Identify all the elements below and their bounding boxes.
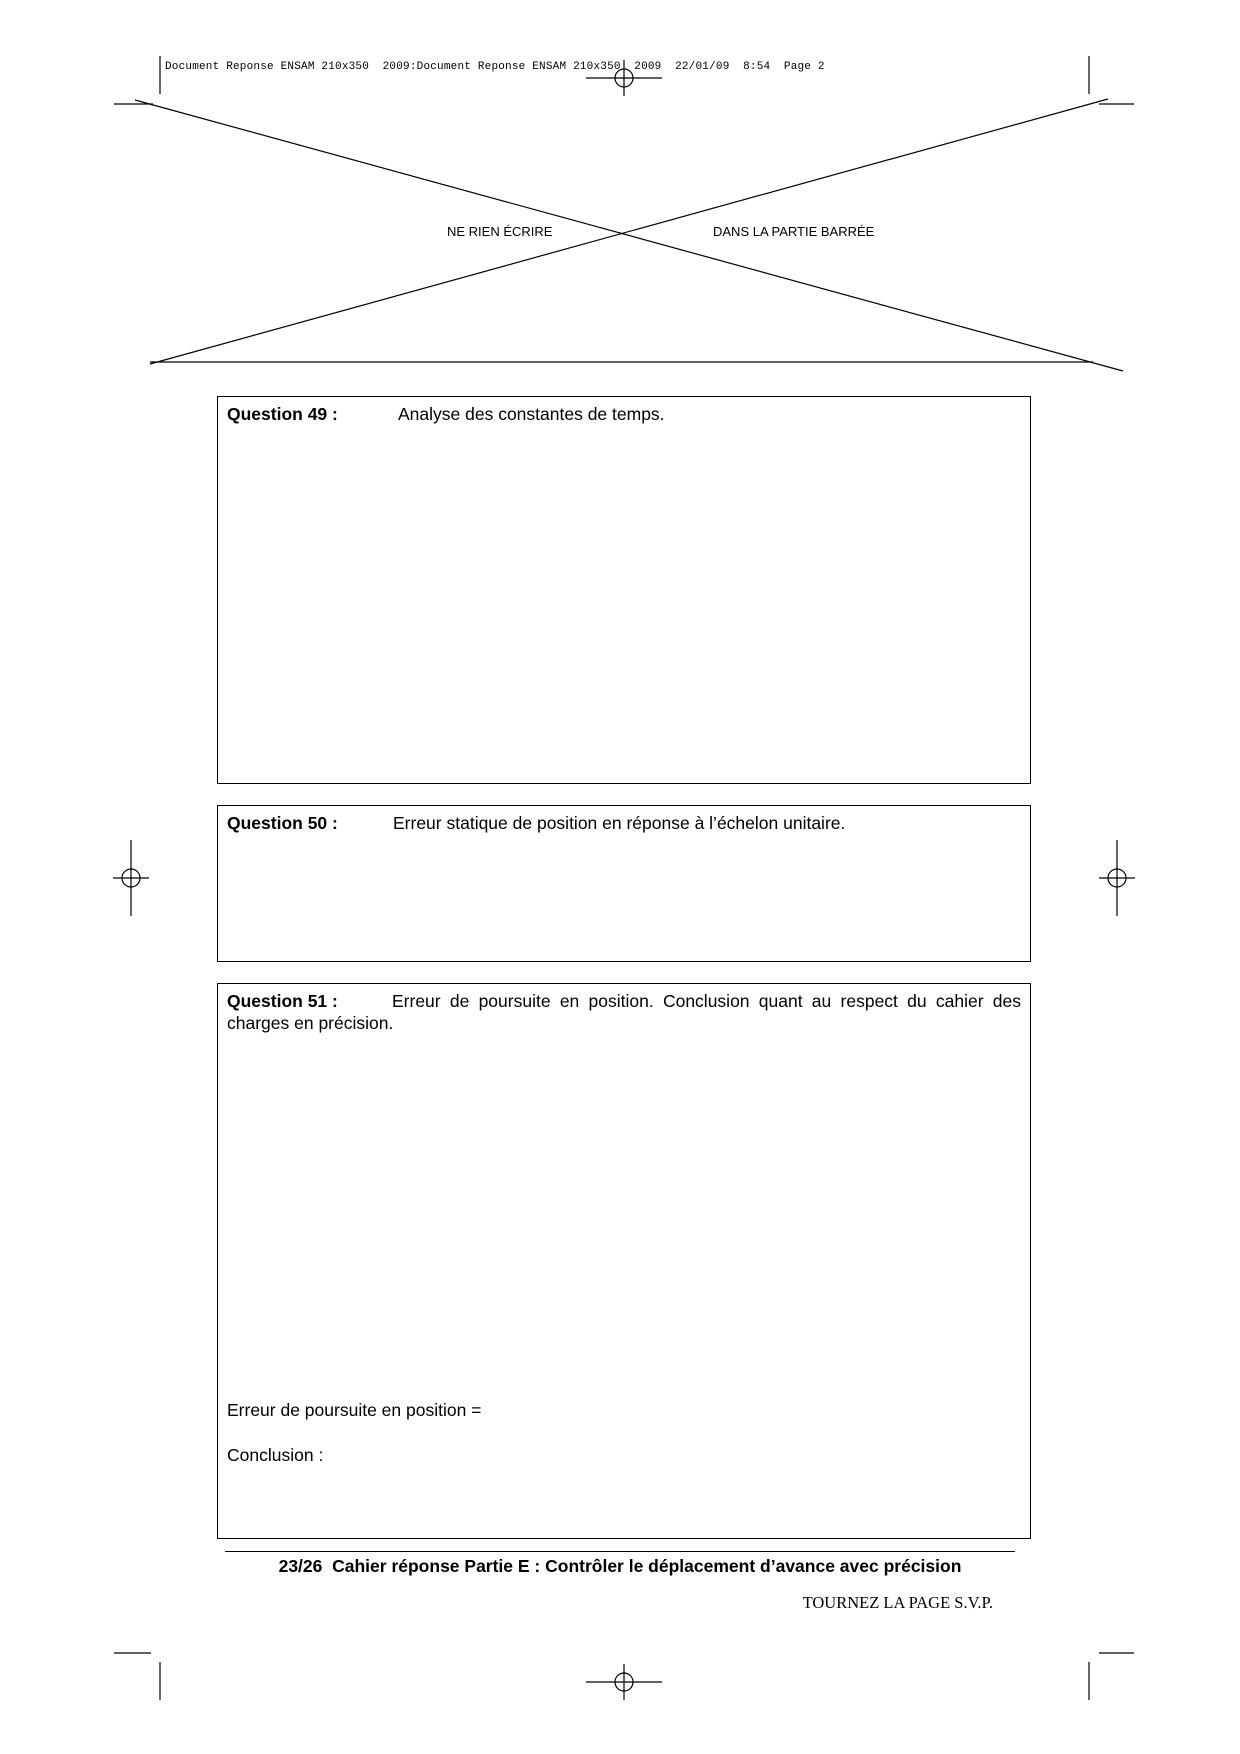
- footer-page-number: 23/26: [278, 1556, 323, 1576]
- question-49-box[interactable]: [217, 396, 1031, 784]
- barred-text-left: NE RIEN ÉCRIRE: [447, 224, 553, 239]
- question-51-box[interactable]: [217, 983, 1031, 1539]
- bar-line-1: [135, 100, 1123, 371]
- question-51-text: Erreur de poursuite en position. Conclusion quant au respect du cahier des charges en précision.: [227, 991, 1021, 1033]
- slug-line: Document Reponse ENSAM 210x350 2009:Document Reponse ENSAM 210x350 2009 22/01/09 8:54 Page 2: [165, 61, 825, 73]
- turn-page-note: TOURNEZ LA PAGE S.V.P.: [802, 1593, 993, 1612]
- question-50-number: Question 50 :: [227, 813, 338, 833]
- barred-text-right: DANS LA PARTIE BARRÉE: [713, 224, 875, 239]
- question-51-number: Question 51 :: [227, 991, 338, 1011]
- footer-rule: [225, 1551, 1015, 1552]
- footer-title: [225, 1556, 1015, 1577]
- question-49-text: Analyse des constantes de temps.: [398, 404, 665, 424]
- question-49-number: Question 49 :: [227, 404, 338, 424]
- question-50-box[interactable]: [217, 805, 1031, 962]
- bar-line-2: [150, 99, 1108, 364]
- answer-label-conclusion: Conclusion :: [227, 1445, 324, 1465]
- question-50-text: Erreur statique de position en réponse à l’échelon unitaire.: [393, 813, 846, 833]
- footer-section-title: Cahier réponse Partie E : Contrôler le déplacement d’avance avec précision: [332, 1556, 962, 1576]
- answer-label-tracking-error: Erreur de poursuite en position =: [227, 1400, 482, 1420]
